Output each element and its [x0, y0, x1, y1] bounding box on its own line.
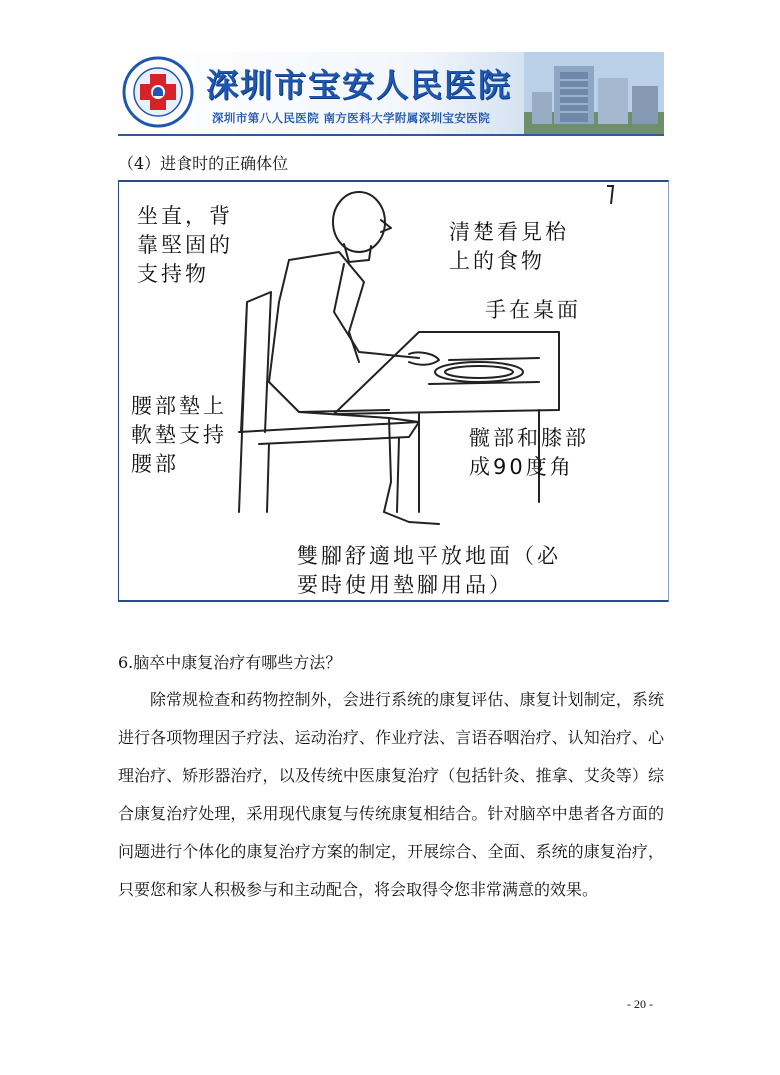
question-heading: 6.脑卒中康复治疗有哪些方法？: [118, 653, 342, 672]
header-divider: [118, 134, 664, 136]
hospital-building-image: [524, 52, 664, 134]
eating-posture-illustration: [118, 180, 669, 602]
hospital-subtitle: 深圳市第八人民医院 南方医科大学附属深圳宝安医院: [212, 111, 491, 125]
label-waist-cushion: 腰部墊上 軟墊支持 腰部: [131, 394, 227, 476]
hospital-logo: [122, 56, 194, 128]
label-sit-upright: 坐直，背 靠堅固的 支持物: [137, 204, 233, 286]
answer-paragraph: 除常规检查和药物控制外，会进行系统的康复评估、康复计划制定，系统进行各项物理因子疗法、运动治疗、作业疗法、言语吞咽治疗、认知治疗、心理治疗、矫形器治疗，以及传统中医康复治疗（包括针灸、推拿、艾灸等）综合康复治疗处理，采用现代康复与传统康复相结合。针对脑卒中患者各方面的问题进行个体化的康复治疗方案的制定，开展综合、全面、系统的康复治疗，只要您和家人积极参与和主动配合，将会取得令您非常满意的效果。: [118, 690, 664, 899]
label-feet-flat: 雙腳舒適地平放地面（必 要時使用墊腳用品）: [297, 544, 561, 597]
hospital-name: 深圳市宝安人民医院: [206, 66, 513, 104]
label-hands-on-table: 手在桌面: [485, 298, 581, 322]
label-see-food: 清楚看見枱 上的食物: [449, 220, 569, 273]
page-number: - 20 -: [627, 997, 653, 1011]
section-title: （4）进食时的正确体位: [118, 154, 289, 173]
hospital-header-banner: [118, 52, 664, 134]
label-hip-knee-angle: 髋部和膝部 成90度角: [469, 426, 589, 479]
